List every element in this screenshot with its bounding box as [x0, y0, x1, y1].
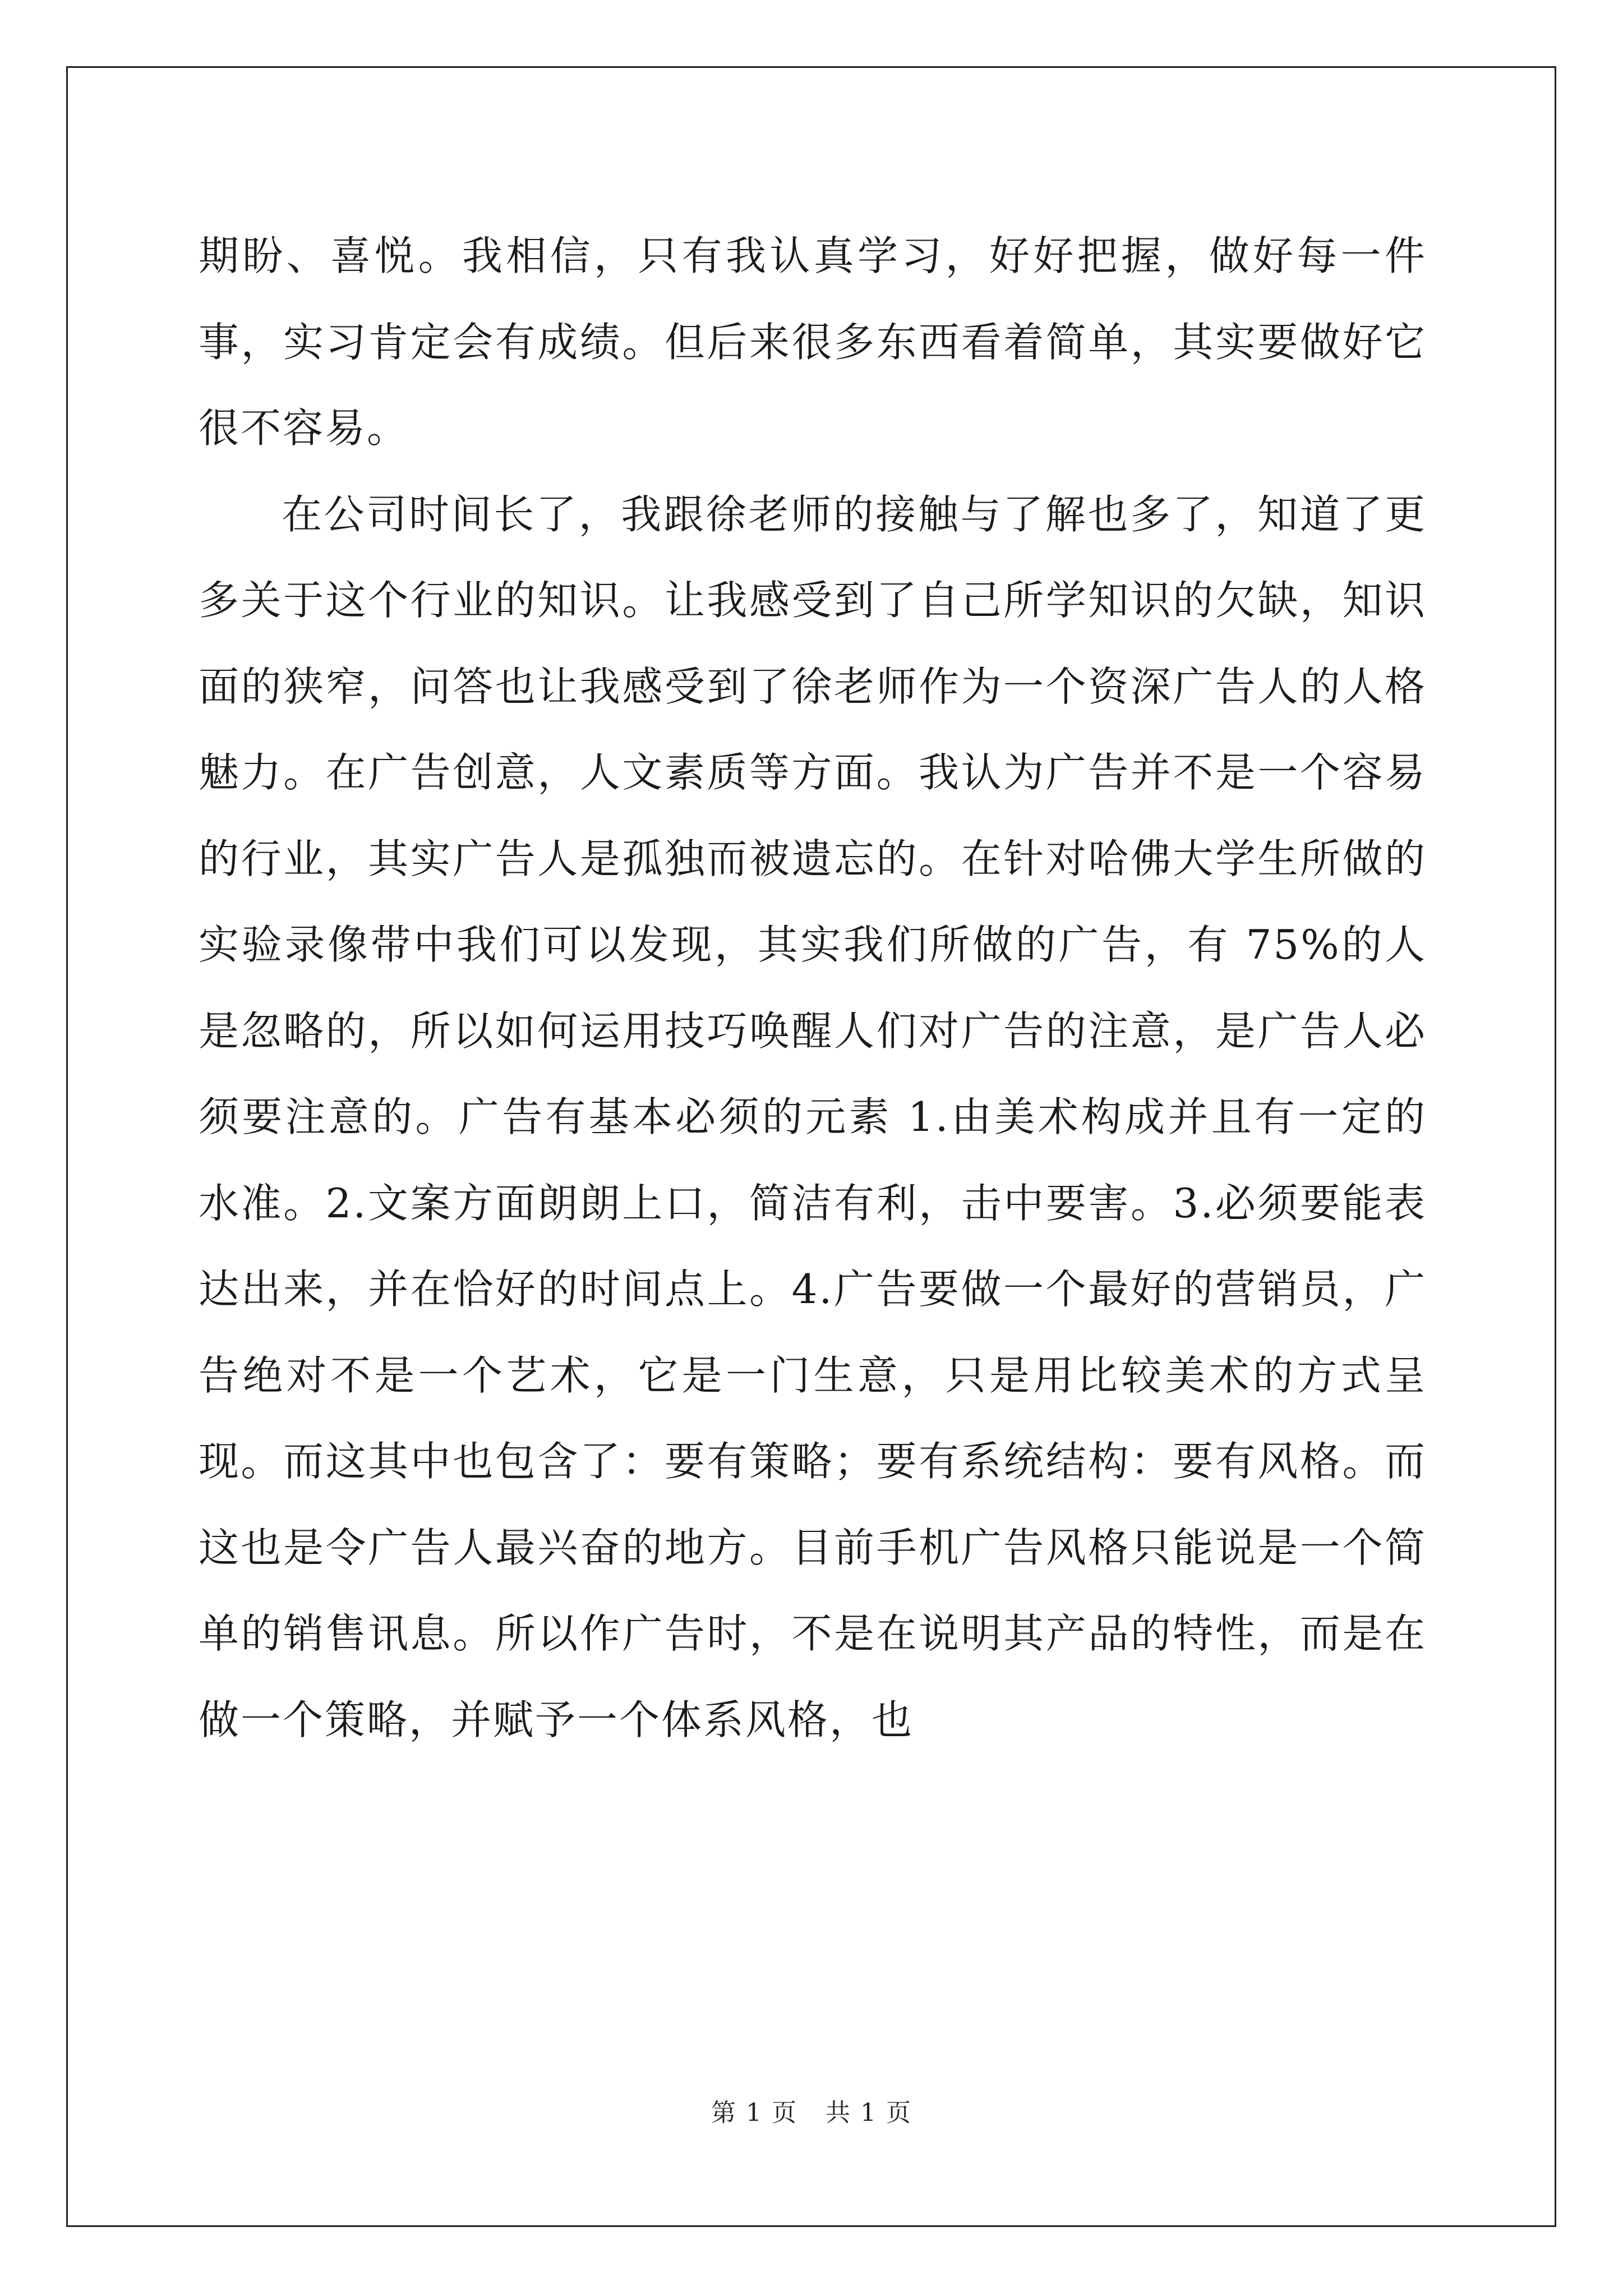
document-body [199, 213, 1427, 1763]
paragraph-main: 在公司时间长了，我跟徐老师的接触与了解也多了，知道了更多关于这个行业的知识。让我感受到了自己所学知识的欠缺，知识面的狭窄，问答也让我感受到了徐老师作为一个资深广告人的人格魅力。在广告创意，人文素质等方面。我认为广告并不是一个容易的行业，其实广告人是孤独而被遗忘的。在针对哈佛大学生所做的实验录像带中我们可以发现，其实我们所做的广告，有 75%的人是忽略的，所以如何运用技巧唤醒人们对广告的注意，是广告人必须要注意的。广告有基本必须的元素 1.由美术构成并且有一定的水准。2.文案方面朗朗上口，简洁有利，击中要害。3.必须要能表达出来，并在恰好的时间点上。4.广告要做一个最好的营销员，广告绝对不是一个艺术，它是一门生意，只是用比较美术的方式呈现。而这其中也包含了：要有策略；要有系统结构：要有风格。而这也是令广告人最兴奋的地方。目前手机广告风格只能说是一个简单的销售讯息。所以作广告时，不是在说明其产品的特性，而是在做一个策略，并赋予一个体系风格，也 [199, 490, 1427, 1743]
page-number-total: 共 1 页 [826, 2099, 912, 2127]
page-footer [0, 2092, 1623, 2128]
page-number-current: 第 1 页 [711, 2099, 797, 2127]
paragraph-continuation: 期盼、喜悦。我相信，只有我认真学习，好好把握，做好每一件事，实习肯定会有成绩。但后来很多东西看着简单，其实要做好它很不容易。 [199, 232, 1427, 452]
